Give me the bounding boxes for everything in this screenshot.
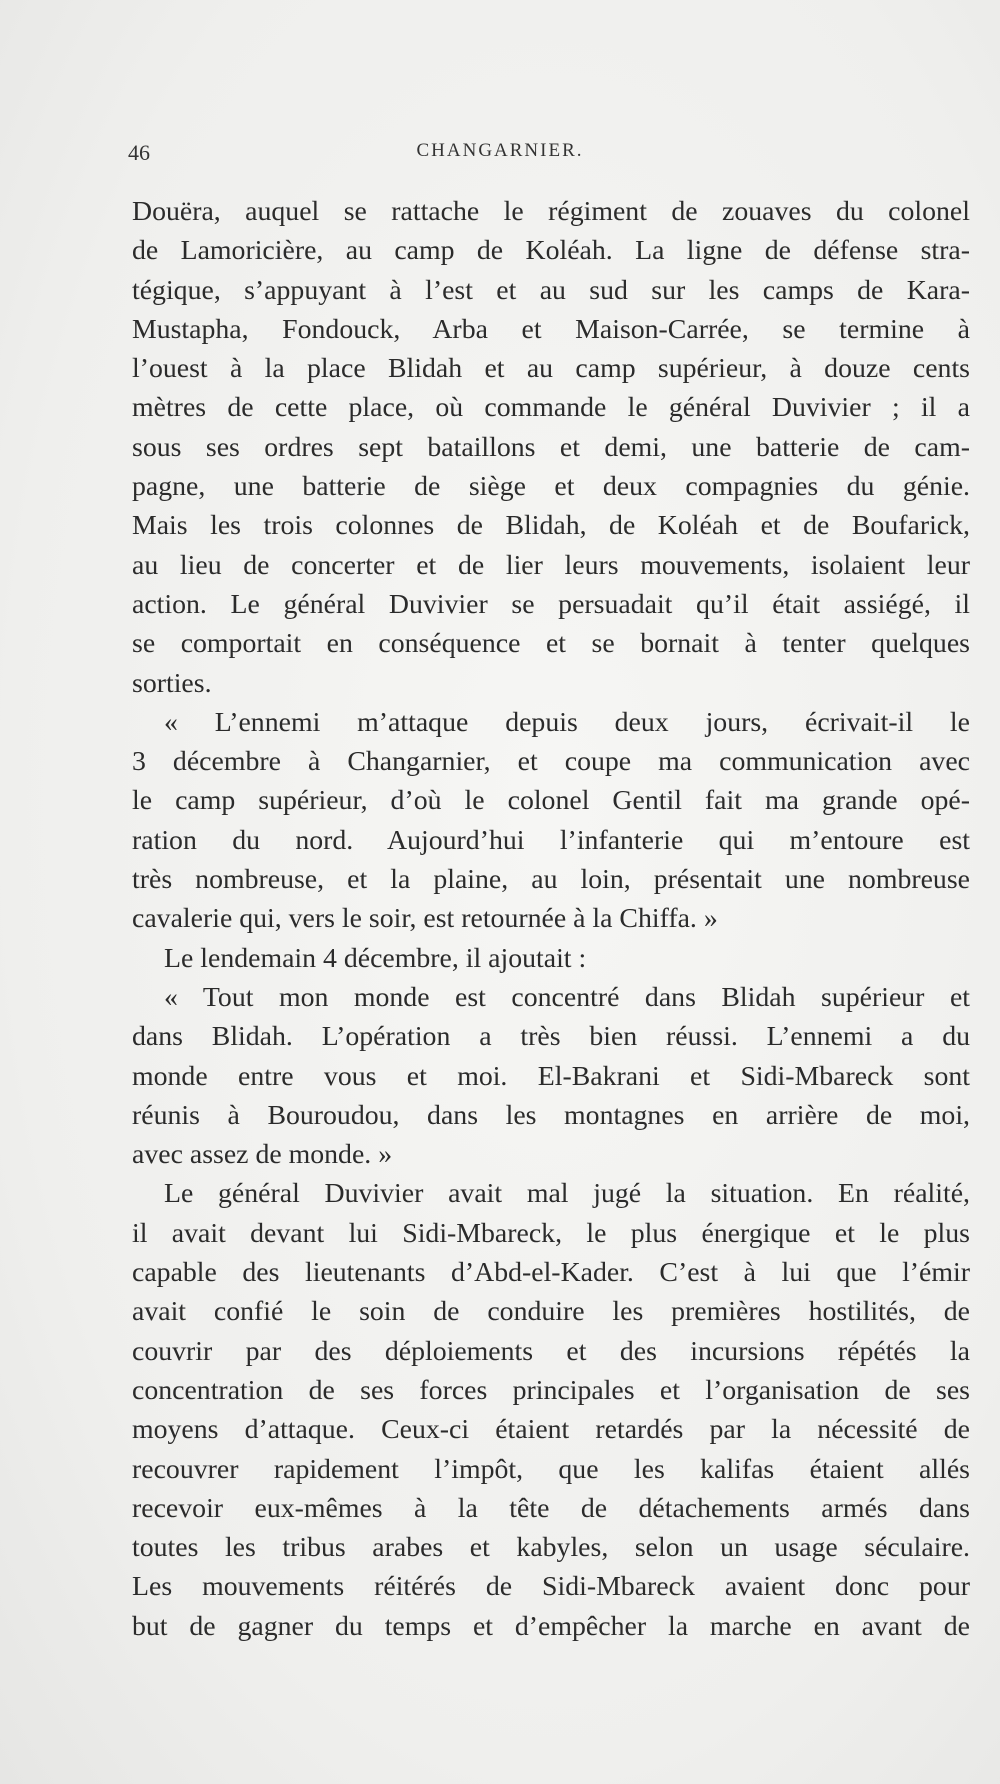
text-line: avec assez de monde. » — [132, 1139, 393, 1171]
text-line: ration du nord. Aujourd’hui l’infanterie qui m’entoure est — [132, 824, 970, 856]
text-line: action. Le général Duvivier se persuadait qu’il était assiégé, il — [132, 588, 970, 620]
text-line: toutes les tribus arabes et kabyles, selon un usage séculaire. — [132, 1532, 970, 1564]
text-line: mètres de cette place, où commande le général Duvivier ; il a — [132, 392, 970, 424]
text-line: sous ses ordres sept bataillons et demi, une batterie de cam- — [132, 431, 970, 463]
text-line: de Lamoricière, au camp de Koléah. La ligne de défense stra- — [132, 235, 970, 267]
body-text — [132, 192, 970, 1646]
text-line: très nombreuse, et la plaine, au loin, présentait une nombreuse — [132, 864, 970, 896]
text-line: au lieu de concerter et de lier leurs mouvements, isolaient leur — [132, 549, 970, 581]
text-line: tégique, s’appuyant à l’est et au sud sur les camps de Kara- — [132, 274, 970, 306]
text-line: avait confié le soin de conduire les premières hostilités, de — [132, 1296, 970, 1328]
text-line: pagne, une batterie de siège et deux compagnies du génie. — [132, 471, 970, 503]
page-number: 46 — [128, 140, 150, 165]
text-line: se comportait en conséquence et se bornait à tenter quelques — [132, 628, 970, 660]
text-line: réunis à Bouroudou, dans les montagnes en arrière de moi, — [132, 1099, 970, 1131]
text-line: Douëra, auquel se rattache le régiment de zouaves du colonel — [132, 196, 970, 227]
text-line: Le général Duvivier avait mal jugé la situation. En réalité, — [164, 1178, 970, 1210]
text-line: monde entre vous et moi. El-Bakrani et Sidi-Mbareck sont — [132, 1060, 970, 1092]
text-line: couvrir par des déploiements et des incursions répétés la — [132, 1335, 970, 1367]
text-line: Le lendemain 4 décembre, il ajoutait : — [164, 942, 587, 974]
text-line: il avait devant lui Sidi-Mbareck, le plus énergique et le plus — [132, 1217, 970, 1249]
running-head: CHANGARNIER. — [416, 140, 584, 161]
text-line: dans Blidah. L’opération a très bien réussi. L’ennemi a du — [132, 1021, 970, 1053]
text-line: recevoir eux-mêmes à la tête de détachements armés dans — [132, 1492, 970, 1524]
text-line: cavalerie qui, vers le soir, est retournée à la Chiffa. » — [132, 903, 718, 935]
text-line: sorties. — [132, 667, 212, 699]
text-line: l’ouest à la place Blidah et au camp supérieur, à douze cents — [132, 353, 970, 385]
text-line: capable des lieutenants d’Abd-el-Kader. C’est à lui que l’émir — [132, 1257, 970, 1289]
text-line: 3 décembre à Changarnier, et coupe ma communication avec — [132, 746, 970, 778]
text-line: le camp supérieur, d’où le colonel Gentil fait ma grande opé- — [132, 785, 970, 817]
text-line: Mais les trois colonnes de Blidah, de Koléah et de Boufarick, — [132, 510, 970, 542]
text-line: recouvrer rapidement l’impôt, que les kalifas étaient allés — [132, 1453, 970, 1485]
page-header — [128, 140, 872, 170]
text-line: but de gagner du temps et d’empêcher la marche en avant de — [132, 1610, 970, 1642]
text-line: moyens d’attaque. Ceux-ci étaient retardés par la nécessité de — [132, 1414, 970, 1446]
text-line: « Tout mon monde est concentré dans Blidah supérieur et — [164, 981, 970, 1013]
text-line: « L’ennemi m’attaque depuis deux jours, écrivait-il le — [164, 706, 970, 738]
text-line: Les mouvements réitérés de Sidi-Mbareck avaient donc pour — [132, 1571, 970, 1603]
text-line: concentration de ses forces principales et l’organisation de ses — [132, 1374, 970, 1406]
text-line: Mustapha, Fondouck, Arba et Maison-Carrée, se termine à — [132, 313, 970, 345]
